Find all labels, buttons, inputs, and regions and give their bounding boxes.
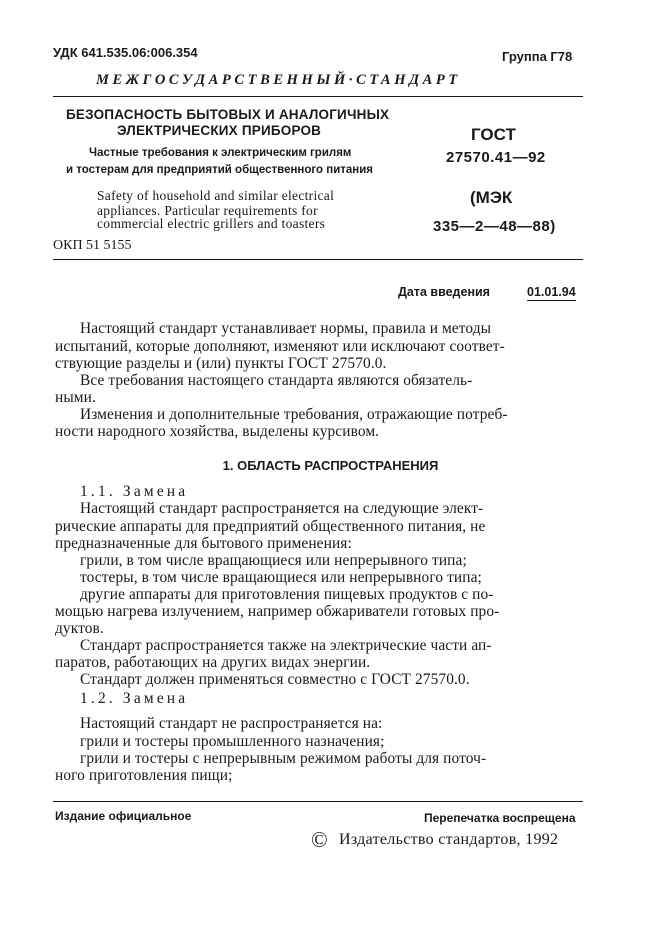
clause-1-2-line-4: ного приготовления пищи; (55, 767, 233, 784)
intro-line-6: Изменения и дополнительные требования, отражающие потреб- (80, 406, 508, 423)
copyright-icon: © (311, 827, 328, 852)
clause-1-1-line-7: мощью нагрева излучением, например обжариватели готовых про- (55, 603, 500, 620)
clause-1-1-line-11: Стандарт должен применяться совместно с ГОСТ 27570.0. (80, 671, 470, 688)
doc-subtitle-line2: и тостерам для предприятий общественного питания (66, 164, 374, 176)
clause-1-2-line-1: Настоящий стандарт не распространяется на: (80, 715, 383, 732)
clause-1-1-line-1: Настоящий стандарт распространяется на следующие элект- (80, 500, 484, 517)
intro-line-7: ности народного хозяйства, выделены курсивом. (55, 423, 380, 440)
group-code: Группа Г78 (502, 49, 573, 64)
intro-line-4: Все требования настоящего стандарта являются обязатель- (80, 372, 473, 389)
iec-label: (МЭК (470, 188, 513, 207)
english-title-line2: appliances. Particular requirements for (97, 203, 318, 218)
english-title-line3: commercial electric grillers and toasters (97, 216, 326, 231)
clause-1-1-line-10: паратов, работающих на других видах энергии. (55, 654, 371, 671)
english-title-line1: Safety of household and similar electrical (97, 188, 335, 203)
clause-1-1-line-6: другие аппараты для приготовления пищевых продуктов с по- (80, 586, 494, 603)
clause-1-2-line-3: грили и тостеры с непрерывным режимом работы для поточ- (80, 750, 487, 767)
clause-1-1-heading: 1.1. Замена (80, 483, 189, 500)
iec-number: 335—2—48—88) (433, 218, 556, 235)
udk-code: УДК 641.535.06:006.354 (53, 45, 198, 60)
clause-1-1-line-3: предназначенные для бытового применения: (55, 535, 352, 552)
intro-line-1: Настоящий стандарт устанавливает нормы, правила и методы (80, 320, 492, 337)
edition-label: Издание официальное (55, 809, 192, 823)
clause-1-2-line-2: грили и тостеры промышленного назначения; (80, 733, 385, 750)
doc-title-line2: ЭЛЕКТРИЧЕСКИХ ПРИБОРОВ (117, 123, 322, 138)
clause-1-1-line-2: рические аппараты для предприятий общественного питания, не (55, 518, 486, 535)
intro-line-5: ными. (55, 389, 96, 406)
footer-rule (53, 801, 583, 802)
clause-1-1-line-9: Стандарт распространяется также на электрические части ап- (80, 637, 492, 654)
intro-line-2: испытаний, которые дополняют, изменяют или исключают соответ- (55, 338, 505, 355)
publisher-notice: Издательство стандартов, 1992 (339, 831, 559, 848)
clause-1-2-heading: 1.2. Замена (80, 690, 189, 707)
intro-date-label: Дата введения (398, 285, 490, 299)
standard-type: МЕЖГОСУДАРСТВЕННЫЙ·СТАНДАРТ (96, 72, 461, 88)
intro-line-3: ствующие разделы и (или) пункты ГОСТ 27570.0. (55, 355, 387, 372)
clause-1-1-line-8: дуктов. (55, 620, 104, 637)
clause-1-1-line-5: тостеры, в том числе вращающиеся или непрерывного типа; (80, 569, 482, 586)
title-block-rule (53, 259, 583, 260)
doc-title-line1: БЕЗОПАСНОСТЬ БЫТОВЫХ И АНАЛОГИЧНЫХ (66, 107, 390, 122)
header-rule (53, 96, 583, 97)
doc-subtitle-line1: Частные требования к электрическим грилям (89, 147, 352, 159)
gost-label: ГОСТ (471, 125, 516, 144)
gost-number: 27570.41—92 (446, 149, 546, 166)
reprint-notice: Перепечатка воспрещена (424, 811, 576, 825)
okp-code: ОКП 51 5155 (53, 238, 132, 253)
intro-date-value: 01.01.94 (527, 285, 576, 299)
clause-1-1-line-4: грили, в том числе вращающиеся или непрерывного типа; (80, 552, 467, 569)
section-heading: 1. ОБЛАСТЬ РАСПРОСТРАНЕНИЯ (222, 458, 439, 473)
